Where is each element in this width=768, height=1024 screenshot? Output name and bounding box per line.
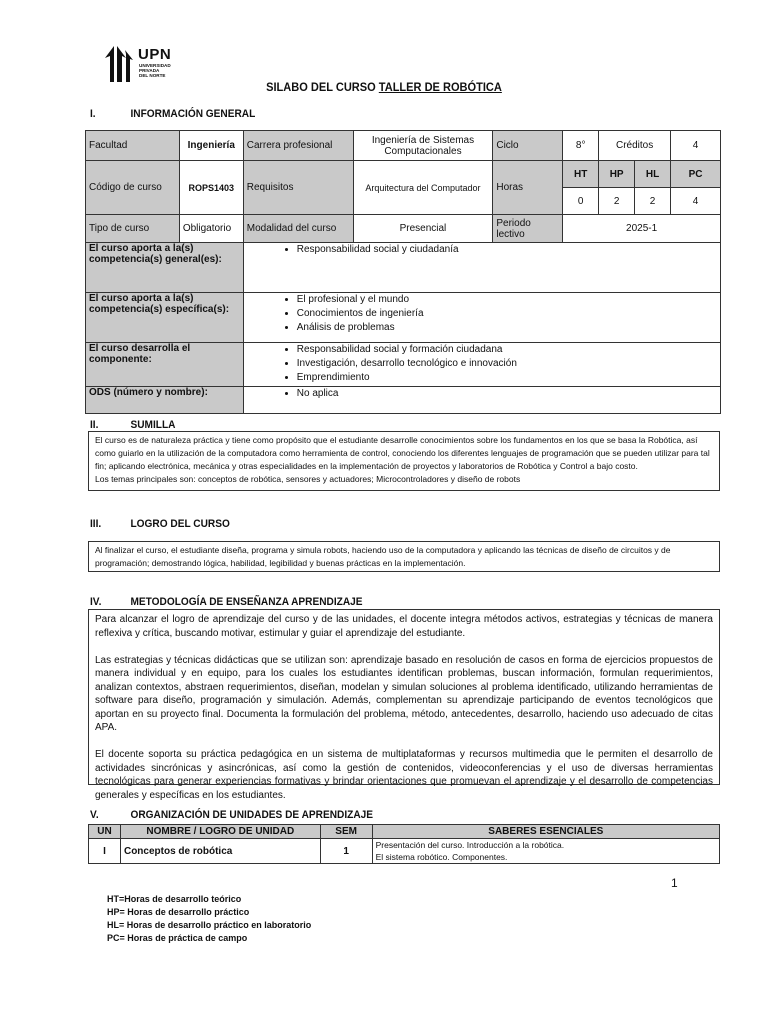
ods-label: ODS (número y nombre):	[86, 387, 244, 414]
unit-number: I	[89, 839, 121, 864]
componente-value	[243, 343, 720, 387]
sumilla-paragraph: Los temas principales son: conceptos de robótica, sensores y actuadores; Microcontroladores y diseño de robots	[95, 474, 521, 484]
creditos-label: Créditos	[599, 131, 671, 161]
upn-logo-icon	[103, 44, 137, 84]
requisitos-value: Arquitectura del Computador	[353, 161, 493, 215]
ciclo-value: 8°	[563, 131, 599, 161]
periodo-value: 2025-1	[563, 215, 721, 243]
list-item: • Responsabilidad social y formación ciudadana	[297, 343, 717, 357]
list-item: • Conocimientos de ingeniería	[297, 307, 717, 321]
hl-header: HL	[635, 161, 671, 188]
metodologia-paragraph: Las estrategias y técnicas didácticas que se utilizan son: aprendizaje basado en resolución de casos en forma de ejercicios propuestos de manera individual y en equipo, para los cuales los estudiantes identifican problemas, buscan información, formulan requerimientos, analizan contextos, abstraen requerimientos, diseñan, modelan y simulan soluciones al problema identificado, utilizando herramientas de software para diseño, programación y simulación. Además, complementan su aprendizaje participando de eventos tecnológicos que aportan en su proyecto final. Documenta la formulación del problema, método, antecedentes, desarrollo, haciendo uso adecuado de citas APA.	[95, 654, 713, 733]
pc-value: 4	[671, 188, 721, 215]
logro-paragraph: Al finalizar el curso, el estudiante diseña, programa y simula robots, haciendo uso de la computadora y aplicando las técnicas de diseño de circuitos y de programación; demostrando lógica, habilidad, legibilidad y buenas prácticas en la implementación.	[95, 545, 671, 568]
page-number: 1	[671, 876, 678, 890]
codigo-value: ROPS1403	[179, 161, 243, 215]
creditos-value: 4	[671, 131, 721, 161]
hours-legend: HT=Horas de desarrollo teórico HP= Horas de desarrollo práctico HL= Horas de desarrollo práctico en laboratorio PC= Horas de práctica de campo	[107, 894, 312, 943]
sumilla-paragraph: El curso es de naturaleza práctica y tiene como propósito que el estudiante desarrolle conocimientos sobre los fundamentos en los que se basa la Robótica, así como guiarlo en la utilización de la computadora como herramienta de control, conociendo los diferentes lenguajes de programación que se pueden utilizar para tal fin; aplicando electrónica, mecánica y otras especialidades en la implementación de proyectos y laboratorios de Robótica y Control a bajo costo.	[95, 435, 710, 471]
ciclo-label: Ciclo	[493, 131, 563, 161]
list-item: • Responsabilidad social y ciudadanía	[297, 243, 717, 257]
general-info-table	[85, 130, 721, 414]
tipo-value: Obligatorio	[179, 215, 243, 243]
carrera-value: Ingeniería de Sistemas Computacionales	[353, 131, 493, 161]
facultad-label: Facultad	[86, 131, 180, 161]
unit-name: Conceptos de robótica	[120, 839, 320, 864]
comp-especifica-value	[243, 293, 720, 343]
periodo-label: Periodo lectivo	[493, 215, 563, 243]
list-item: • Emprendimiento	[297, 371, 717, 385]
sem-header: SEM	[320, 825, 372, 839]
metodologia-box	[88, 609, 720, 801]
list-item: • No aplica	[297, 387, 717, 401]
section-4-heading: IV. METODOLOGÍA DE ENSEÑANZA APRENDIZAJE	[90, 596, 363, 608]
table-row	[89, 839, 720, 864]
facultad-value: Ingeniería	[179, 131, 243, 161]
modalidad-label: Modalidad del curso	[243, 215, 353, 243]
ht-header: HT	[563, 161, 599, 188]
codigo-label: Código de curso	[86, 161, 180, 215]
requisitos-label: Requisitos	[243, 161, 353, 215]
unit-week: 1	[320, 839, 372, 864]
ht-value: 0	[563, 188, 599, 215]
list-item: • Investigación, desarrollo tecnológico e innovación	[297, 357, 717, 371]
hl-value: 2	[635, 188, 671, 215]
saberes-header: SABERES ESENCIALES	[372, 825, 719, 839]
logo-subtitle: UNIVERSIDAD PRIVADA DEL NORTE	[139, 63, 171, 79]
nombre-header: NOMBRE / LOGRO DE UNIDAD	[120, 825, 320, 839]
logro-box	[88, 541, 720, 572]
unidades-table	[88, 824, 720, 864]
comp-general-value	[243, 243, 720, 293]
componente-label: El curso desarrolla el componente:	[86, 343, 244, 387]
modalidad-value: Presencial	[353, 215, 493, 243]
upn-logo	[103, 44, 183, 84]
sumilla-box	[88, 431, 720, 491]
comp-general-label: El curso aporta a la(s) competencia(s) general(es):	[86, 243, 244, 293]
list-item: • Análisis de problemas	[297, 321, 717, 335]
ods-value	[243, 387, 720, 414]
comp-especifica-label: El curso aporta a la(s) competencia(s) específica(s):	[86, 293, 244, 343]
metodologia-paragraph: El docente soporta su práctica pedagógica en un sistema de multiplataformas y recursos multimedia que le permiten el desarrollo de actividades sincrónicas y asincrónicas, así como la gestión de contenidos, videoconferencias y el uso de diversas herramientas tecnológicas para generar experiencias formativas y brindar orientaciones que promuevan el aprendizaje y el desarrollo de competencias generales y específicas en los estudiantes.	[95, 749, 713, 801]
section-5-heading: V. ORGANIZACIÓN DE UNIDADES DE APRENDIZAJE	[90, 809, 374, 821]
unit-saberes: Presentación del curso. Introducción a la robótica. El sistema robótico. Componentes.	[372, 839, 719, 864]
list-item: • El profesional y el mundo	[297, 293, 717, 307]
course-name: TALLER DE ROBÓTICA	[378, 80, 502, 94]
section-1-heading: I. INFORMACIÓN GENERAL	[90, 108, 256, 120]
pc-header: PC	[671, 161, 721, 188]
document-title: SILABO DEL CURSO TALLER DE ROBÓTICA	[266, 80, 502, 94]
un-header: UN	[89, 825, 121, 839]
carrera-label: Carrera profesional	[243, 131, 353, 161]
tipo-label: Tipo de curso	[86, 215, 180, 243]
hp-value: 2	[599, 188, 635, 215]
hp-header: HP	[599, 161, 635, 188]
section-2-heading: II. SUMILLA	[90, 419, 176, 431]
horas-label: Horas	[493, 161, 563, 215]
metodologia-paragraph: Para alcanzar el logro de aprendizaje del curso y de las unidades, el docente integra métodos activos, estrategias y técnicas de manera reflexiva y crítica, buscando motivar, estimular y guiar el aprendizaje del estudiante.	[95, 614, 713, 639]
logo-brand: UPN	[138, 46, 172, 63]
section-3-heading: III. LOGRO DEL CURSO	[90, 518, 230, 530]
